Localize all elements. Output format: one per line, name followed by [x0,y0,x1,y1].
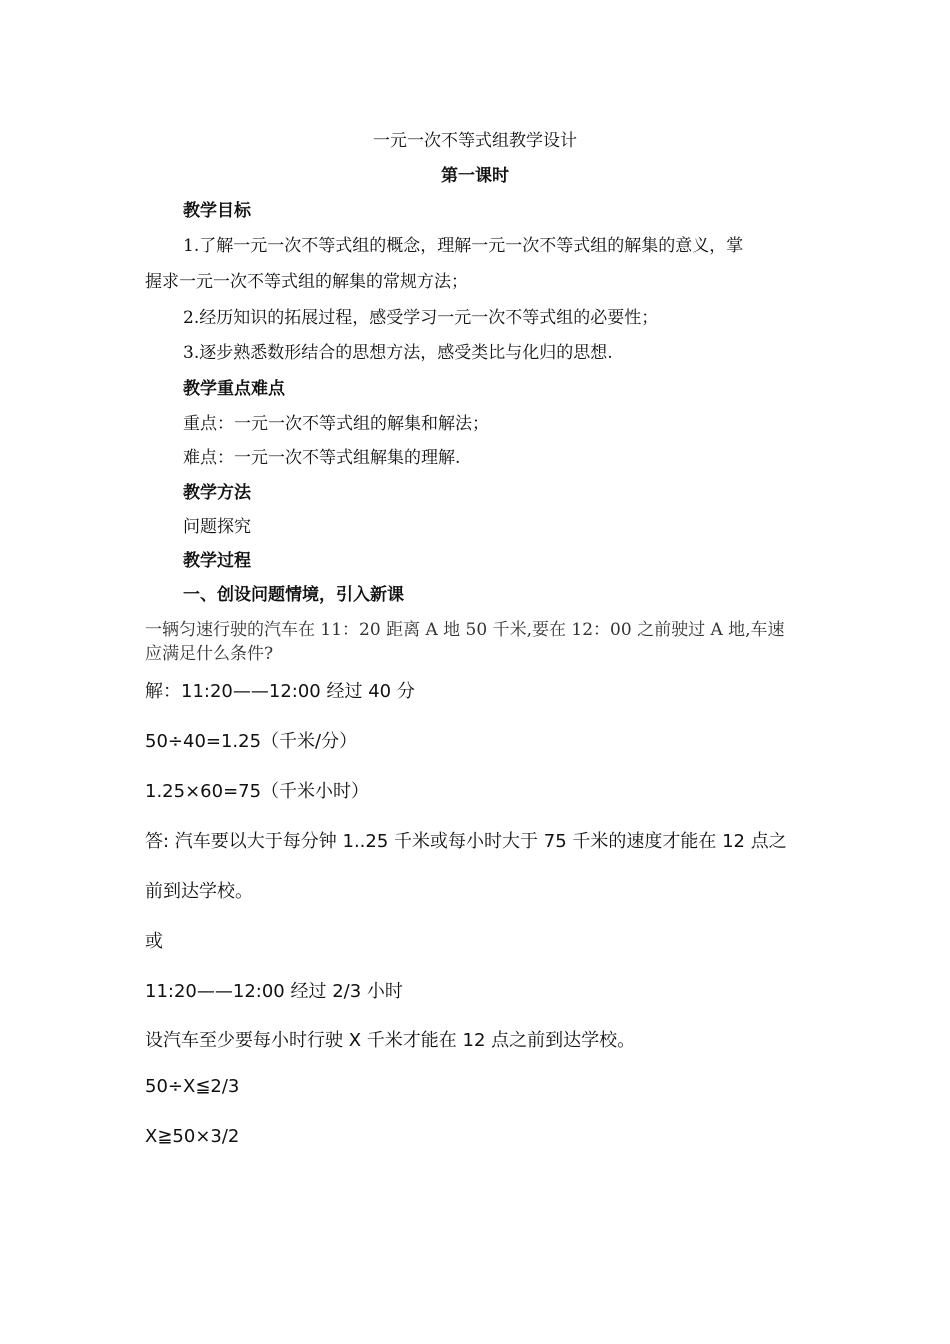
goal-2: 2.经历知识的拓展过程，感受学习一元一次不等式组的必要性； [183,308,659,328]
or-text: 或 [145,931,163,952]
alt-line-1: 11:20——12:00 经过 2/3 小时 [145,981,403,1002]
method-heading: 教学方法 [183,483,251,503]
alt-line-2: 设汽车至少要每小时行驶 X 千米才能在 12 点之前到达学校。 [145,1030,636,1051]
method: 问题探究 [183,517,251,537]
document-title: 一元一次不等式组教学设计 [373,131,577,151]
solution-line-1: 解：11:20——12:00 经过 40 分 [145,681,415,702]
section-1-heading: 一、创设问题情境，引入新课 [183,585,404,605]
goals-heading: 教学目标 [183,201,251,221]
goal-1-line-1: 1.了解一元一次不等式组的概念，理解一元一次不等式组的解集的意义，掌 [183,236,744,256]
alt-line-4: X≧50×3/2 [145,1126,240,1147]
solution-line-3: 1.25×60=75（千米小时） [145,781,370,802]
problem-line-2: 应满足什么条件? [145,644,274,664]
key-point: 重点：一元一次不等式组的解集和解法； [183,414,489,434]
key-points-heading: 教学重点难点 [183,379,285,399]
answer-line-1: 答: 汽车要以大于每分钟 1..25 千米或每小时大于 75 千米的速度才能在 12 点之 [145,831,787,852]
process-heading: 教学过程 [183,551,251,571]
goal-3: 3.逐步熟悉数形结合的思想方法，感受类比与化归的思想. [183,343,613,363]
answer-line-2: 前到达学校。 [145,881,253,902]
solution-line-2: 50÷40=1.25（千米/分） [145,731,358,752]
alt-line-3: 50÷X≦2/3 [145,1076,240,1097]
difficulty: 难点：一元一次不等式组解集的理解. [183,448,461,468]
problem-line-1: 一辆匀速行驶的汽车在 11：20 距离 A 地 50 千米,要在 12：00 之前驶过 A 地,车速 [145,620,785,640]
document-subtitle: 第一课时 [441,166,509,186]
goal-1-line-2: 握求一元一次不等式组的解集的常规方法； [145,272,468,292]
